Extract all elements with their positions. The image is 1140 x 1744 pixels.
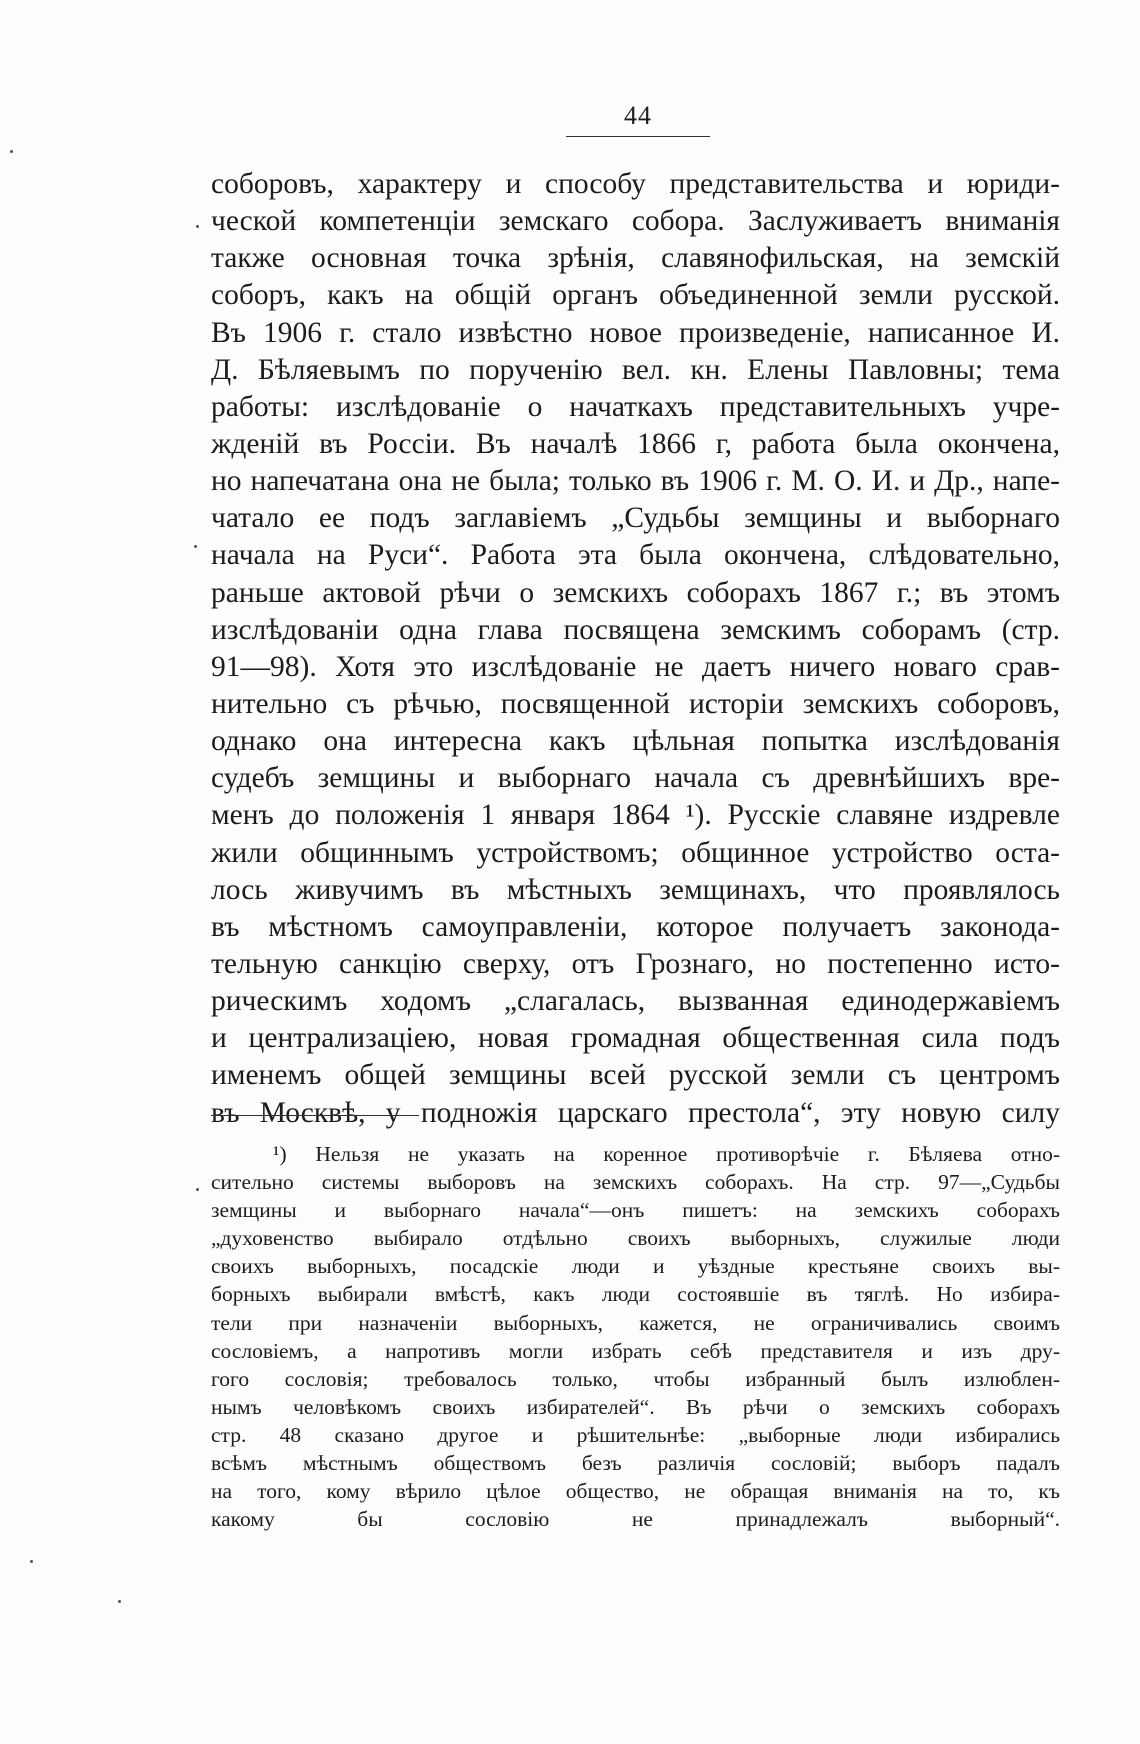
body-line: и централизаціею, новая громадная общественная сила подъ: [211, 1022, 1060, 1055]
footnote-line: тели при назначеніи выборныхъ, кажется, не ограничивались своимъ: [211, 1310, 1060, 1335]
body-line: Д. Бѣляевымъ по порученію вел. кн. Елены Павловны; тема: [211, 353, 1060, 386]
page-number: 44: [624, 101, 652, 130]
body-line: чатало ее подъ заглавіемъ „Судьбы земщины и выборнаго: [211, 502, 1060, 535]
body-line: нительно съ рѣчью, посвященной исторіи земскихъ соборовъ,: [211, 687, 1060, 720]
scan-speck: [30, 1560, 33, 1563]
scan-speck: [10, 150, 13, 153]
body-line: но напечатана она не была; только въ 1906 г. М. О. И. и Др., напе-: [211, 465, 1060, 498]
body-line: 91—98). Хотя это изслѣдованіе не даетъ ничего новаго срав-: [211, 650, 1060, 683]
footnote-separator: [211, 1115, 419, 1116]
body-line: соборъ, какъ на общій органъ объединенной земли русской.: [211, 279, 1060, 312]
body-line: въ мѣстномъ самоуправленіи, которое получаетъ законода-: [211, 910, 1060, 943]
footnote-line: какому бы сословію не принадлежалъ выборный“.: [211, 1507, 1060, 1532]
body-line: также основная точка зрѣнія, славянофильская, на земскій: [211, 242, 1060, 275]
body-line: именемъ общей земщины всей русской земли съ центромъ: [211, 1059, 1060, 1092]
body-line: жили общиннымъ устройствомъ; общинное устройство оста-: [211, 836, 1060, 869]
footnote-line: земщины и выборнаго начала“—онъ пишетъ: на земскихъ соборахъ: [211, 1198, 1060, 1223]
body-line: тельную санкцію сверху, отъ Грознаго, но постепенно исто-: [211, 947, 1060, 980]
body-line: работы: изслѣдованіе о начаткахъ представительныхъ учре-: [211, 390, 1060, 423]
body-line: въ Москвѣ, у подножія царскаго престола“, эту новую силу: [211, 1096, 1060, 1129]
body-line: лось живучимъ въ мѣстныхъ земщинахъ, что проявлялось: [211, 873, 1060, 906]
page-number-rule: [566, 136, 710, 137]
body-line: рическимъ ходомъ „слагалась, вызванная единодержавіемъ: [211, 985, 1060, 1018]
footnote-line: сословіемъ, а напротивъ могли избрать себѣ представителя и изъ дру-: [211, 1338, 1060, 1363]
footnote-line: „духовенство выбирало отдѣльно своихъ выборныхъ, служилые люди: [211, 1226, 1060, 1251]
body-line: раньше актовой рѣчи о земскихъ соборахъ 1867 г.; въ этомъ: [211, 576, 1060, 609]
body-line: изслѣдованіи одна глава посвящена земскимъ соборамъ (стр.: [211, 613, 1060, 646]
footnote-line: борныхъ выбирали вмѣстѣ, какъ люди состоявшіе въ тяглѣ. Но избира-: [211, 1282, 1060, 1307]
footnote-line: ¹) Нельзя не указать на коренное противорѣчіе г. Бѣляева отно-: [273, 1142, 1060, 1166]
footnote-line: сительно системы выборовъ на земскихъ соборахъ. На стр. 97—„Судьбы: [211, 1170, 1060, 1195]
body-line: соборовъ, характеру и способу представительства и юриди-: [211, 168, 1060, 200]
body-line: судебъ земщины и выборнаго начала съ древнѣйшихъ вре-: [211, 762, 1060, 795]
scan-speck: [194, 545, 197, 548]
body-line: однако она интересна какъ цѣльная попытка изслѣдованія: [211, 725, 1060, 758]
scan-speck: [196, 225, 199, 228]
main-body-text: [211, 166, 1060, 1132]
scan-speck: [118, 1600, 121, 1603]
body-line: менъ до положенія 1 января 1864 ¹). Русскіе славяне издревле: [211, 799, 1060, 832]
footnote-line: своихъ выборныхъ, посадскіе люди и уѣздные крестьяне своихъ вы-: [211, 1254, 1060, 1279]
footnote: [211, 1140, 1060, 1533]
footnote-line: стр. 48 сказано другое и рѣшительнѣе: „выборные люди избирались: [211, 1422, 1060, 1447]
body-line: Въ 1906 г. стало извѣстно новое произведеніе, написанное И.: [211, 316, 1060, 349]
footnote-line: на того, кому вѣрило цѣлое общество, не обращая вниманія на то, къ: [211, 1479, 1060, 1504]
body-line: ческой компетенціи земскаго собора. Заслуживаетъ вниманія: [211, 205, 1060, 238]
scan-speck: [196, 1188, 199, 1191]
footnote-line: нымъ человѣкомъ своихъ избирателей“. Въ рѣчи о земскихъ соборахъ: [211, 1394, 1060, 1419]
footnote-line: гого сословія; требовалось только, чтобы избранный былъ излюблен-: [211, 1366, 1060, 1391]
body-line: жденій въ Россіи. Въ началѣ 1866 г, работа была окончена,: [211, 427, 1060, 460]
footnote-line: всѣмъ мѣстнымъ обществомъ безъ различія сословій; выборъ падалъ: [211, 1451, 1060, 1476]
body-line: начала на Руси“. Работа эта была окончена, слѣдовательно,: [211, 539, 1060, 572]
